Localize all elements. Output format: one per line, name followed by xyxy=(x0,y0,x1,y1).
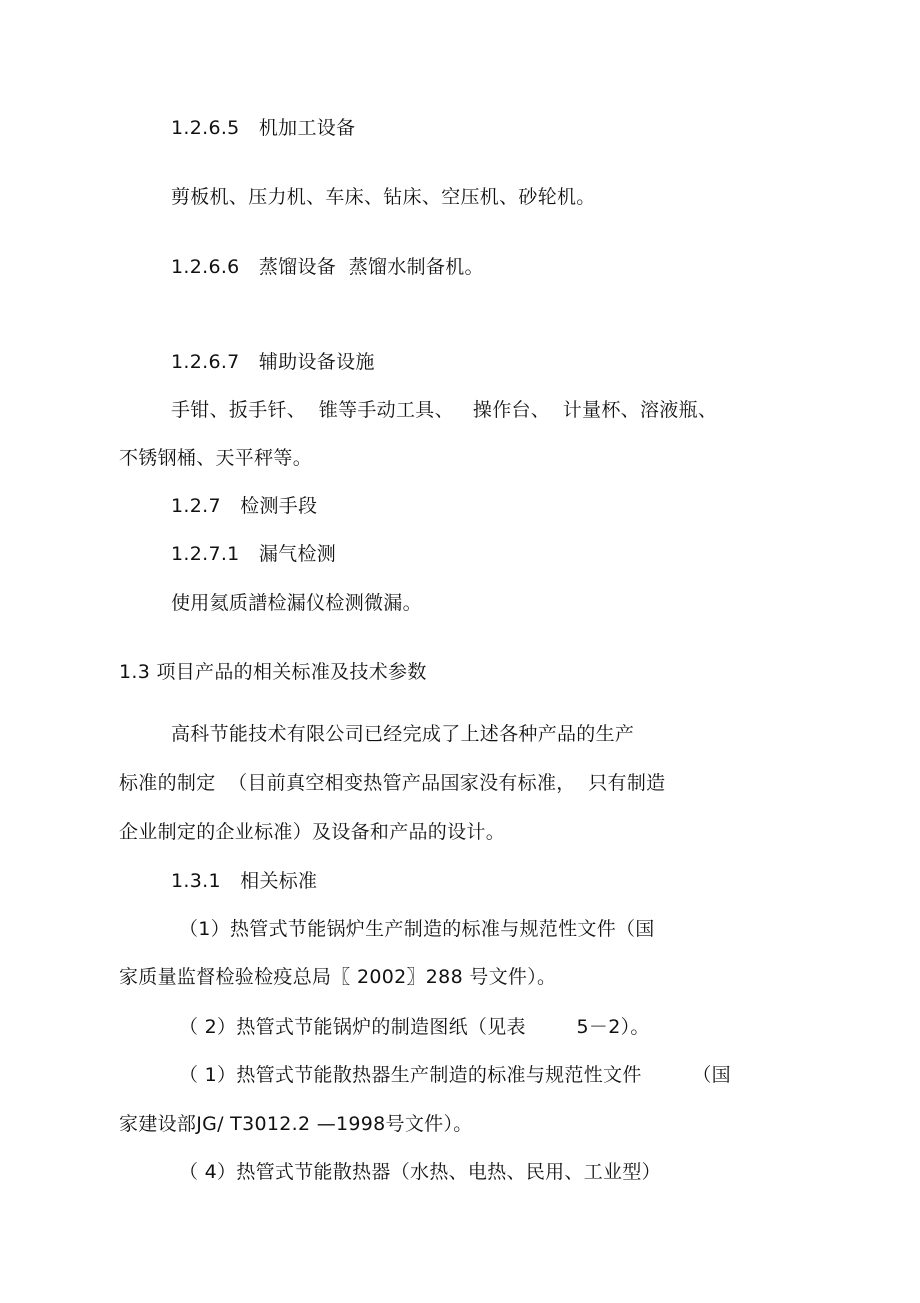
list-item-3-line-1: （ 1）热管式节能散热器生产制造的标准与规范性文件 （国 xyxy=(179,1064,731,1086)
list-item-3-line-2: 家建设部JG/ T3012.2 —1998号文件）。 xyxy=(119,1113,473,1135)
heading-1-2-6-5: 1.2.6.5 机加工设备 xyxy=(171,117,356,139)
paragraph-auxiliary-line-2: 不锈钢桶、天平秤等。 xyxy=(119,447,313,469)
paragraph-standards-line-2: 标准的制定 （目前真空相变热管产品国家没有标准， 只有制造 xyxy=(119,772,666,794)
paragraph-leak-detection: 使用氦质譜检漏仪检测微漏。 xyxy=(171,592,422,614)
heading-1-2-6-6: 1.2.6.6 蒸馏设备 蒸馏水制备机。 xyxy=(171,256,484,278)
paragraph-standards-line-1: 高科节能技术有限公司已经完成了上述各种产品的生产 xyxy=(171,723,635,745)
heading-1-2-7-1: 1.2.7.1 漏气检测 xyxy=(171,543,337,565)
list-item-1-line-2: 家质量监督检验检疫总局〖 2002〗288 号文件）。 xyxy=(119,966,557,988)
list-item-4: （ 4）热管式节能散热器（水热、电热、民用、工业型） xyxy=(179,1161,661,1183)
heading-1-3-1: 1.3.1 相关标准 xyxy=(171,870,318,892)
paragraph-standards-line-3: 企业制定的企业标准）及设备和产品的设计。 xyxy=(119,821,506,843)
paragraph-auxiliary-line-1: 手钳、扳手钎、 锥等手动工具、 操作台、 计量杯、溶液瓶、 xyxy=(171,399,718,421)
list-item-2: （ 2）热管式节能锅炉的制造图纸（见表 5－2）。 xyxy=(179,1016,650,1038)
section-heading-1-3: 1.3 项目产品的相关标准及技术参数 xyxy=(119,661,427,683)
paragraph-machining-equipment: 剪板机、压力机、车床、钻床、空压机、砂轮机。 xyxy=(171,186,596,208)
heading-1-2-6-7: 1.2.6.7 辅助设备设施 xyxy=(171,351,375,373)
list-item-1-line-1: （1）热管式节能锅炉生产制造的标准与规范性文件（国 xyxy=(179,918,655,940)
heading-1-2-7: 1.2.7 检测手段 xyxy=(171,495,318,517)
